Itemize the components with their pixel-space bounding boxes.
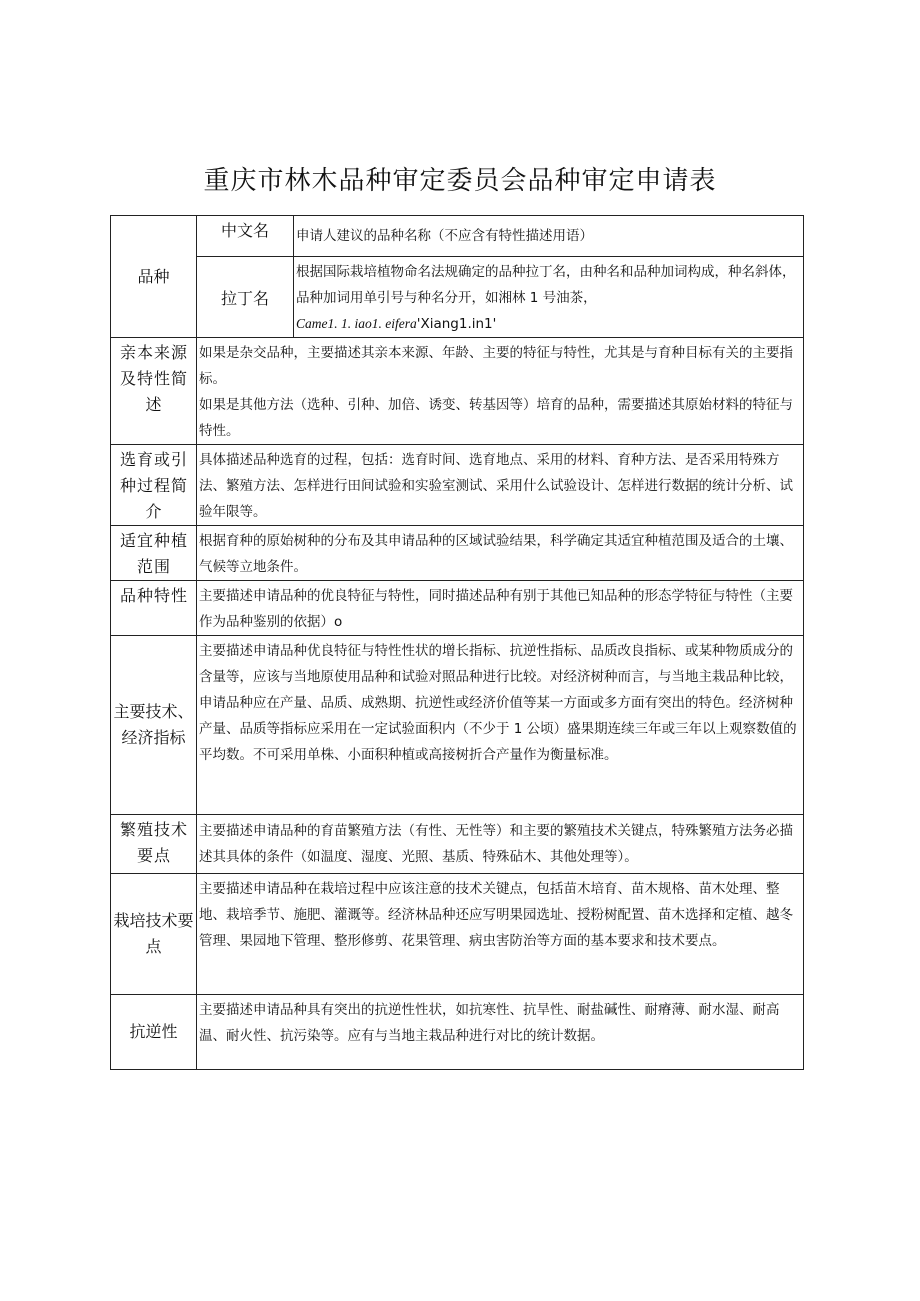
form-row-propagation [111, 815, 804, 874]
latin-example-cultivar: 'Xiang1.in1' [416, 316, 497, 332]
row-paragraph: 具体描述品种选育的过程，包括：选育时间、选育地点、采用的材料、育种方法、是否采用特殊方法、繁殖方法、怎样进行田间试验和实验室测试、采用什么试验设计、怎样进行数据的统计分析、试验年限等。 [199, 452, 793, 520]
row-label: 品种特性 [111, 581, 197, 636]
latin-name-description [294, 257, 804, 338]
row-content [197, 445, 804, 526]
application-form-table [110, 215, 804, 1070]
form-row-parent-source [111, 338, 804, 445]
row-content [197, 995, 804, 1070]
row-content [197, 338, 804, 445]
variety-chinese-name-row [111, 216, 804, 257]
chinese-name-description: 申请人建议的品种名称（不应含有特性描述用语） [294, 216, 804, 257]
row-paragraph: 主要描述申请品种优良特征与特性性状的增长指标、抗逆性指标、品质改良指标、或某种物质成分的含量等，应该与当地原使用品种和试验对照品种进行比较。对经济树种而言，与当地主栽品种比较，申请品种应在产量、品质、成熟期、抗逆性或经济价值等某一方面或多方面有突出的特色。经济树种产量、品质等指标应采用在一定试验面积内（不少于 1 公顷）盛果期连续三年或三年以上观察数值的平均数。不可采用单株、小面积种植或高接树折合产量作为衡量标准。 [199, 643, 797, 763]
latin-name-rule-text: 根据国际栽培植物命名法规确定的品种拉丁名，由种名和品种加词构成，种名斜体，品种加词用单引号与种名分开，如湘林 1 号油茶， [296, 264, 796, 306]
row-content [197, 636, 804, 815]
form-row-cultivation [111, 874, 804, 995]
variety-label: 品种 [111, 216, 197, 338]
latin-example-italic: Came1. 1. iao1. eifera [296, 316, 417, 331]
row-label: 主要技术、经济指标 [111, 636, 197, 815]
row-content [197, 874, 804, 995]
latin-name-label: 拉丁名 [197, 257, 294, 338]
row-label: 繁殖技术要点 [111, 815, 197, 874]
form-row-technical-indicators [111, 636, 804, 815]
row-label: 亲本来源及特性简述 [111, 338, 197, 445]
row-paragraph: 根据育种的原始树种的分布及其申请品种的区域试验结果，科学确定其适宜种植范围及适合的土壤、气候等立地条件。 [199, 533, 793, 575]
form-row-breeding-process [111, 445, 804, 526]
variety-latin-name-row [111, 257, 804, 338]
row-paragraph: 主要描述申请品种的育苗繁殖方法（有性、无性等）和主要的繁殖技术关键点，特殊繁殖方法务必描述其具体的条件（如温度、湿度、光照、基质、特殊砧木、其他处理等）。 [199, 823, 793, 865]
row-content [197, 581, 804, 636]
row-label: 选育或引种过程简介 [111, 445, 197, 526]
row-paragraph: 如果是其他方法（选种、引种、加倍、诱变、转基因等）培育的品种，需要描述其原始材料的特征与特性。 [199, 397, 793, 439]
row-paragraph: 主要描述申请品种的优良特征与特性，同时描述品种有别于其他已知品种的形态学特征与特性（主要作为品种鉴别的依据）o [199, 588, 793, 630]
form-title: 重庆市林木品种审定委员会品种审定申请表 [203, 166, 717, 196]
row-paragraph: 主要描述申请品种在栽培过程中应该注意的技术关键点，包括苗木培育、苗木规格、苗木处理、整地、栽培季节、施肥、灌溉等。经济林品种还应写明果园选址、授粉树配置、苗木选择和定植、越冬管理、果园地下管理、整形修剪、花果管理、病虫害防治等方面的基本要求和技术要点。 [199, 881, 793, 949]
latin-name-example [296, 311, 802, 337]
row-label: 适宜种植范围 [111, 526, 197, 581]
form-row-stress-resistance [111, 995, 804, 1070]
row-paragraph: 主要描述申请品种具有突出的抗逆性性状，如抗寒性、抗旱性、耐盐碱性、耐瘠薄、耐水湿、耐高温、耐火性、抗污染等。应有与当地主栽品种进行对比的统计数据。 [199, 1002, 780, 1044]
form-row-variety-traits [111, 581, 804, 636]
row-paragraph: 如果是杂交品种，主要描述其亲本来源、年龄、主要的特征与特性，尤其是与育种目标有关的主要指标。 [199, 345, 793, 387]
row-content [197, 526, 804, 581]
row-label: 栽培技术要点 [111, 874, 197, 995]
chinese-name-label: 中文名 [197, 216, 294, 257]
row-content [197, 815, 804, 874]
form-row-planting-range [111, 526, 804, 581]
row-label: 抗逆性 [111, 995, 197, 1070]
